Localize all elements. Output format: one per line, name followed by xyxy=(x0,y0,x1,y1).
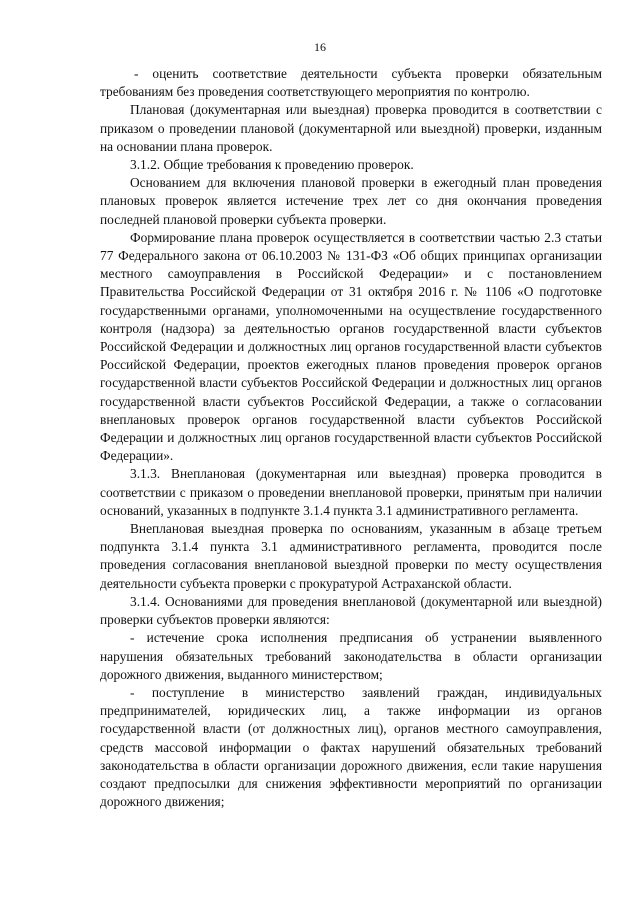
paragraph: 3.1.4. Основаниями для проведения внеплановой (документарной или выездной) проверки субъектов проверки являются: xyxy=(100,593,602,628)
paragraph: 3.1.3. Внеплановая (документарная или выездная) проверка проводится в соответствии с приказом о проведении внеплановой проверки, принятым при наличии оснований, указанных в подпункте 3.1.4 пункта 3.1 административного регламента. xyxy=(100,466,602,518)
paragraph: Плановая (документарная или выездная) проверка проводится в соответствии с приказом о проведении плановой (документарной или выездной) проверки, изданным на основании плана проверок. xyxy=(100,102,602,154)
list-item: - поступление в министерство заявлений граждан, индивидуальных предпринимателей, юридических лиц, а также информации из органов государственной власти (от должностных лиц), органов местного самоуправления, средств массовой информации о фактах нарушений обязательных требований законодательства в области организации дорожного движения, если такие нарушения создают предпосылки для снижения эффективности мероприятий по организации дорожного движения; xyxy=(100,684,602,810)
list-item: - истечение срока исполнения предписания об устранении выявленного нарушения обязательных требований законодательства в области организации дорожного движения, выданного министерством; xyxy=(100,630,602,682)
section-heading: 3.1.2. Общие требования к проведению проверок. xyxy=(130,157,414,173)
paragraph: Внеплановая выездная проверка по основаниям, указанным в абзаце третьем подпункта 3.1.4 пункта 3.1 административного регламента, проводится после проведения согласования внеплановой выездной проверки по месту осуществления деятельности субъекта проверки с прокуратурой Астраханской области. xyxy=(100,521,602,591)
paragraph: Формирование плана проверок осуществляется в соответствии частью 2.3 статьи 77 Федерального закона от 06.10.2003 № 131-ФЗ «Об общих принципах организации местного самоуправления в Российской Федерации» и с постановлением Правительства Российской Федерации от 31 октября 2016 г. № 1106 «О подготовке государственными органами, уполномоченными на осуществление государственного контроля (надзора) за деятельностью органов государственной власти субъектов Российской Федерации и должностных лиц органов государственной власти субъектов Российской Федерации, проектов ежегодных планов проведения проверок органов государственной власти субъектов Российской Федерации и должностных лиц органов государственной власти субъектов Российской Федерации, а также о согласовании внеплановых проверок органов государственной власти субъектов Российской Федерации и должностных лиц органов государственной власти субъектов Российской Федерации». xyxy=(100,229,602,464)
paragraph: - оценить соответствие деятельности субъекта проверки обязательным требованиям без проведения соответствующего мероприятия по контролю. xyxy=(100,66,602,100)
document-body xyxy=(100,65,602,811)
paragraph: Основанием для включения плановой проверки в ежегодный план проведения плановых проверок является истечение трех лет со дня окончания проведения последней плановой проверки субъекта проверки. xyxy=(100,175,602,227)
page-number: 16 xyxy=(314,40,326,54)
